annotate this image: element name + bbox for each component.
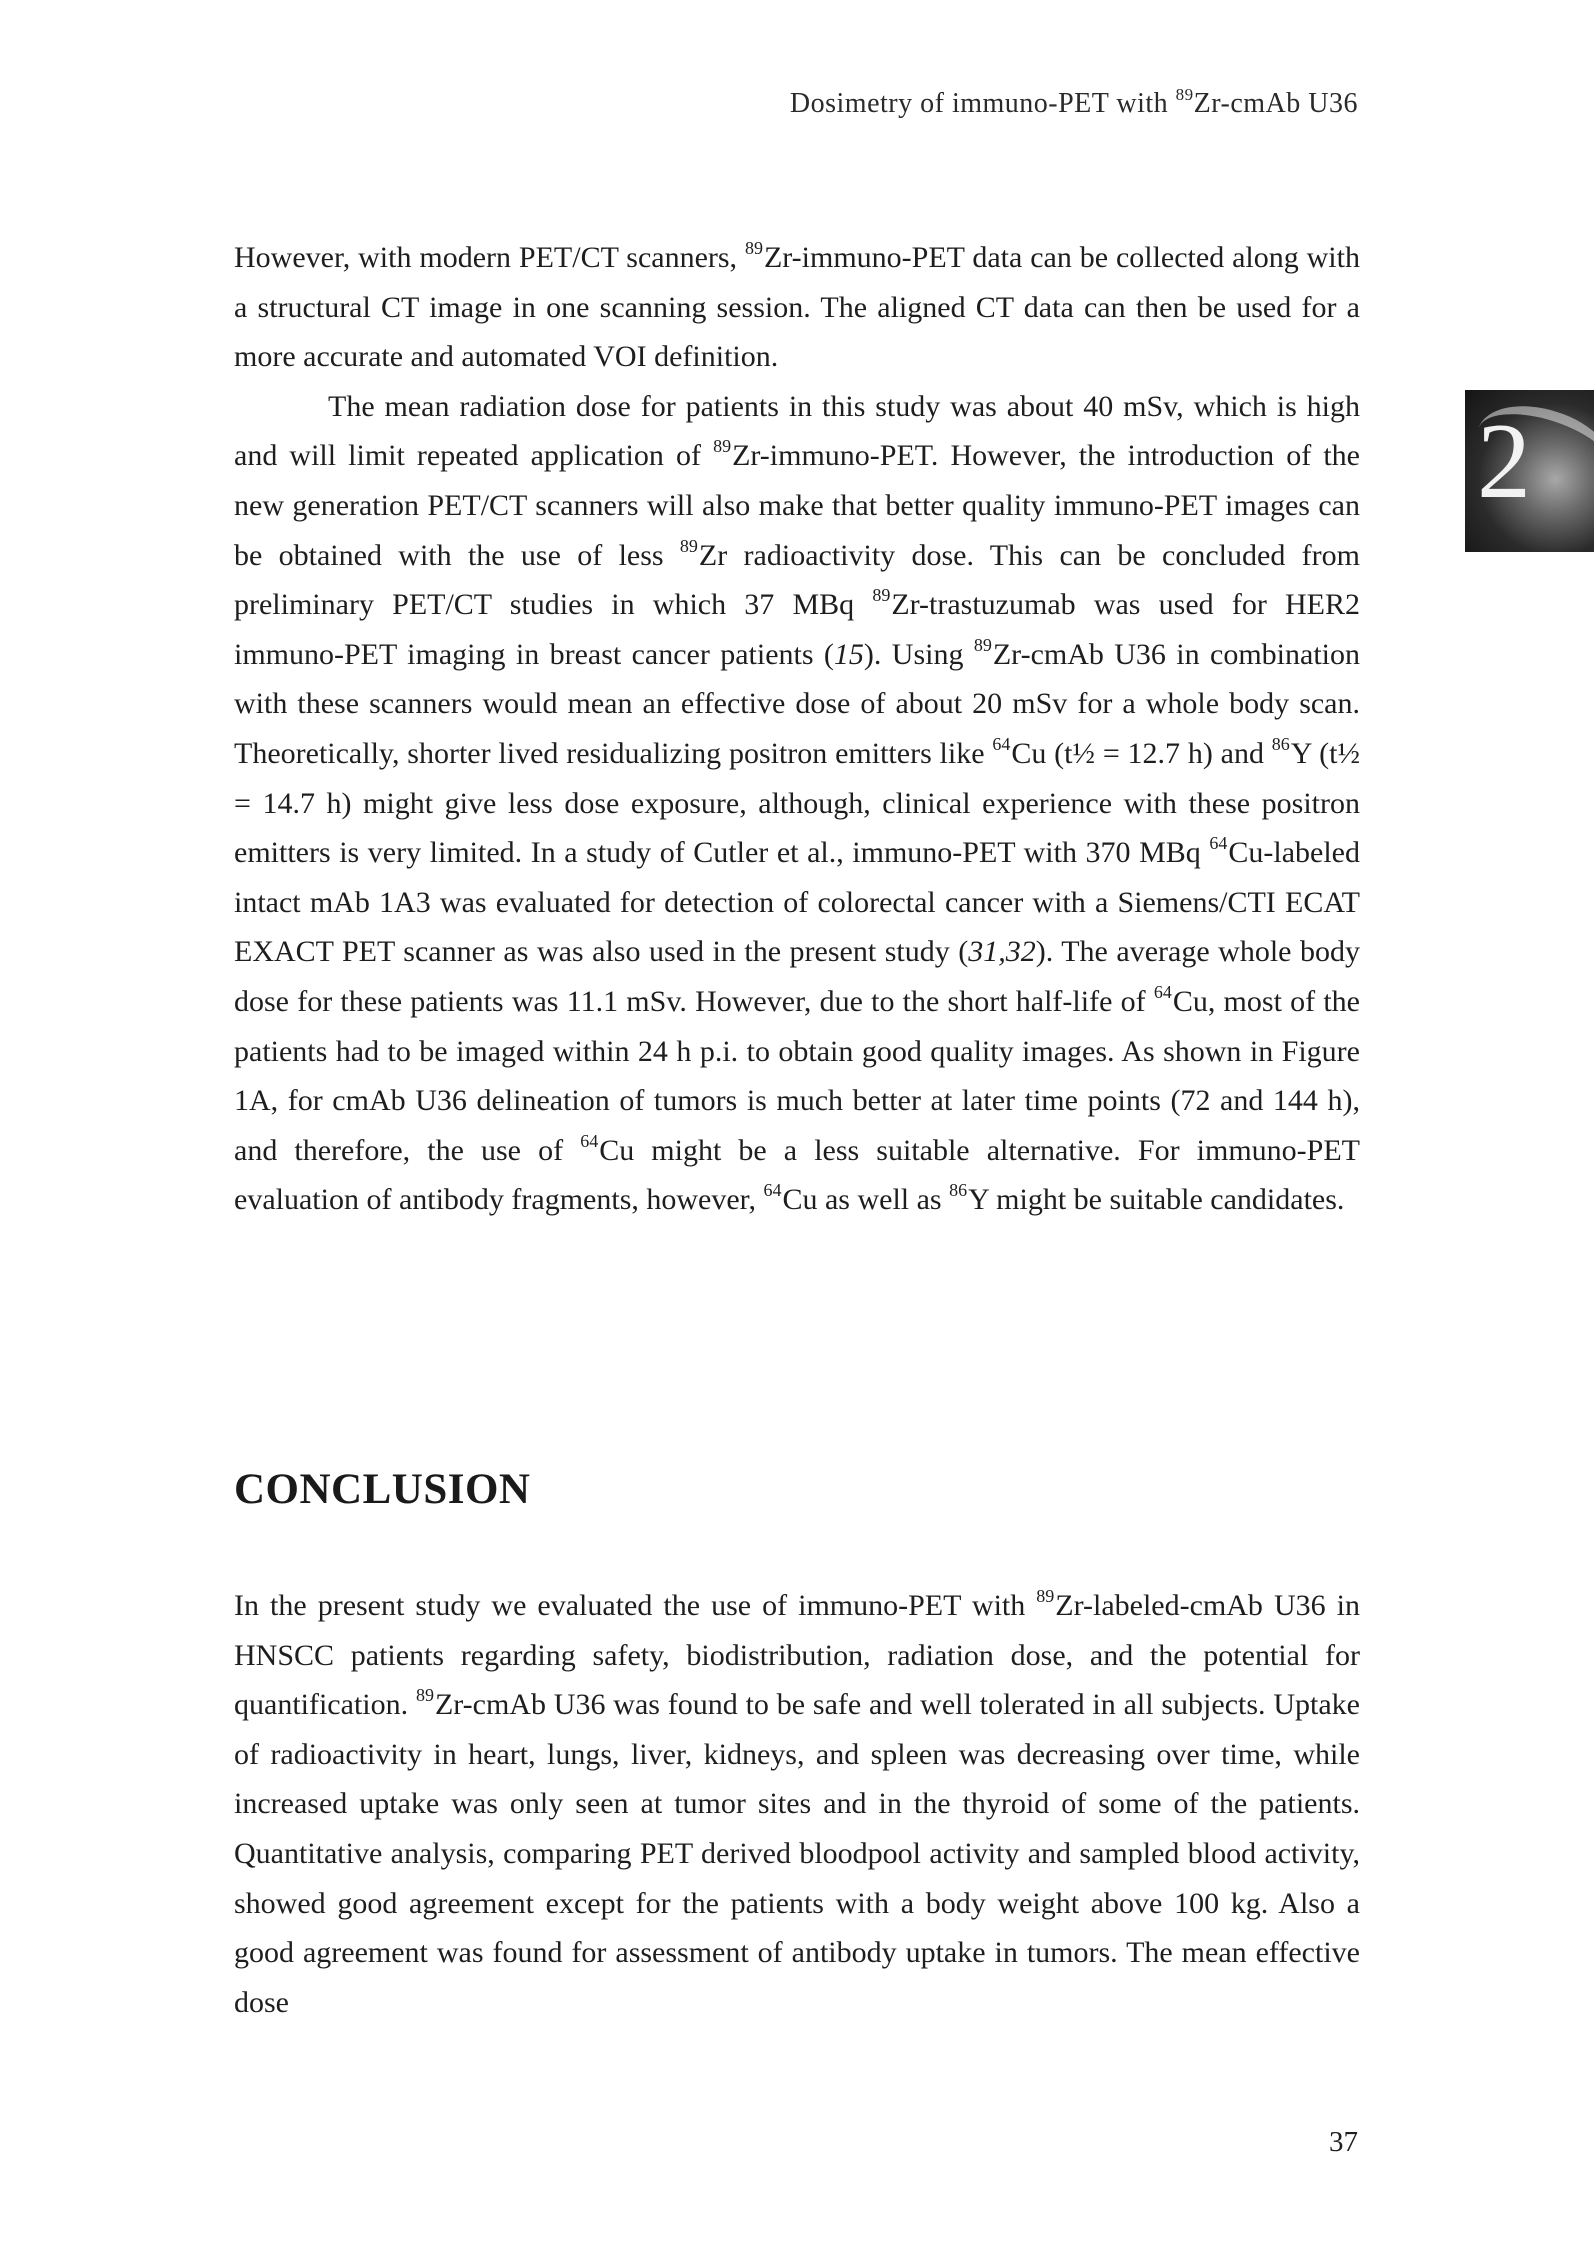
text-run: Zr-immuno-PET data can be collected along with a structural CT image in one scanning session. The aligned CT data can then be used for a more accurate and automated VOI definition. [234,241,1360,374]
citation: 31,32 [968,935,1036,969]
running-head [789,85,1358,120]
running-head-prefix: Dosimetry of immuno-PET with [789,88,1176,119]
conclusion-text [234,1581,1360,2027]
chapter-number: 2 [1477,402,1531,521]
superscript: 89 [744,238,763,258]
text-run: ). The average whole body dose for these patients was 11.1 mSv. However, due to the short half-life of [234,935,1360,1018]
text-run: Zr-labeled-cmAb U36 in HNSCC patients regarding safety, biodistribution, radiation dose, and the potential for quantification. [234,1589,1360,1722]
running-head-sup: 89 [1175,85,1194,104]
superscript: 86 [949,1180,968,1201]
superscript: 64 [1153,981,1172,1002]
superscript: 64 [1209,833,1228,854]
text-run: Cu-labeled intact mAb 1A3 was evaluated for detection of colorectal cancer with a Siemens/CTI ECAT EXACT PET scanner as was also used in the present study ( [234,836,1360,969]
discussion-paragraph-2 [234,382,1360,1225]
superscript: 89 [1036,1586,1055,1606]
superscript: 89 [415,1685,434,1706]
section-heading-conclusion: CONCLUSION [234,1466,531,1513]
text-run: Zr-trastuzumab was used for HER2 immuno-PET imaging in breast cancer patients ( [234,588,1360,671]
superscript: 89 [872,585,891,606]
discussion-text [234,233,1360,1225]
citation: 15 [833,637,864,671]
text-run: Zr-immuno-PET. However, the introduction of the new generation PET/CT scanners will also make that better quality immuno-PET images can be obtained with the use of less [234,439,1360,572]
text-run: Zr-cmAb U36 in combination with these scanners would mean an effective dose of about 20 mSv for a whole body scan. Theoretically, shorter lived residualizing positron emitters like [234,637,1360,770]
text-run: Y might be suitable candidates. [968,1183,1345,1217]
text-run: Cu might be a less suitable alternative. For immuno-PET evaluation of antibody fragments, however, [234,1133,1360,1217]
text-run: ). Using [863,637,974,671]
text-run: Cu, most of the patients had to be imaged within 24 h p.i. to obtain good quality images. As shown in Figure 1A, for cmAb U36 delineation of tumors is much better at later time points (72 and 144 h), and therefore, the use of [234,984,1360,1167]
superscript: 64 [763,1180,782,1201]
conclusion-paragraph-1 [234,1581,1360,2027]
text-run: Cu (t½ = 12.7 h) and [1011,736,1272,770]
text-run: Cu as well as [782,1183,950,1217]
discussion-paragraph-1 [234,233,1360,382]
text-run: Y (t½ = 14.7 h) might give less dose exposure, although, clinical experience with these positron emitters is very limited. In a study of Cutler et al., immuno-PET with 370 MBq [234,736,1360,870]
superscript: 86 [1271,733,1290,754]
chapter-tab [1465,390,1594,552]
running-head-suffix: Zr-cmAb U36 [1193,88,1358,119]
text-run: However, with modern PET/CT scanners, [234,241,745,274]
text-run: Zr radioactivity dose. This can be concluded from preliminary PET/CT studies in which 37 MBq [234,538,1360,622]
page-number: 37 [1329,2126,1358,2158]
text-run: In the present study we evaluated the use of immuno-PET with [234,1589,1037,1622]
text-run: Zr-cmAb U36 was found to be safe and well tolerated in all subjects. Uptake of radioactivity in heart, lungs, liver, kidneys, and spleen was decreasing over time, while increased uptake was only seen at tumor sites and in the thyroid of some of the patients. Quantitative analysis, comparing PET derived bloodpool activity and sampled blood activity, showed good agreement except for the patients with a body weight above 100 kg. Also a good agreement was found for assessment of antibody uptake in tumors. The mean effective dose [234,1688,1360,2019]
superscript: 89 [679,535,698,556]
superscript: 64 [992,733,1011,754]
superscript: 89 [713,436,732,457]
superscript: 89 [973,634,992,655]
superscript: 64 [580,1130,599,1151]
text-run: The mean radiation dose for patients in this study was about 40 mSv, which is high and will limit repeated application of [234,389,1360,473]
